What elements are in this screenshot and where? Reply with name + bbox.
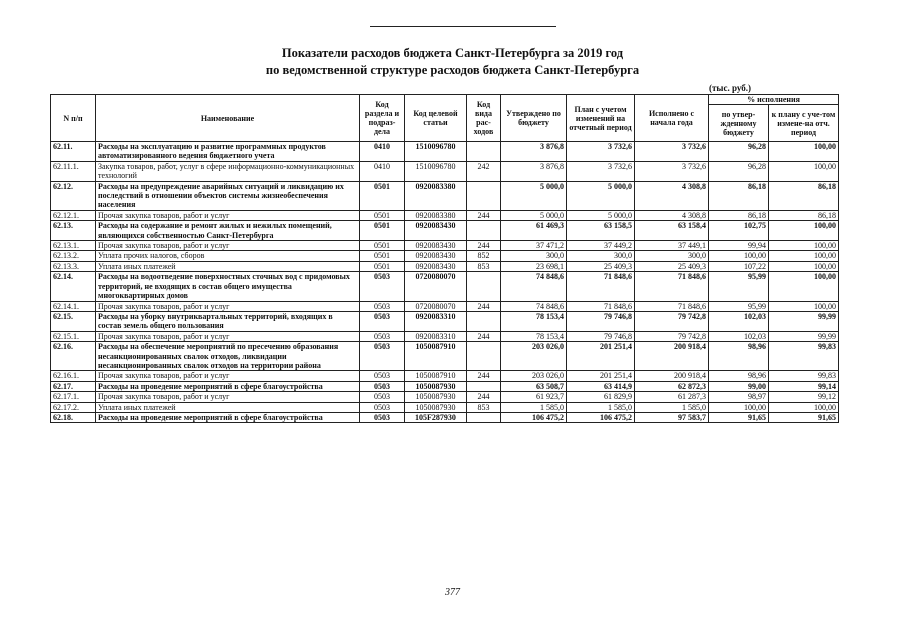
- row-name: Расходы на предупреждение аварийных ситуаций и ликвидацию их последствий в отношении объектов системы жизнеобеспечения населения: [96, 181, 360, 210]
- row-razdel: 0501: [360, 221, 405, 241]
- header-plan: План с учетом изменений на отчетный период: [567, 95, 635, 142]
- row-utv: 1 585,0: [501, 402, 567, 412]
- row-utv: 5 000,0: [501, 181, 567, 210]
- row-pct-utv: 98,96: [709, 342, 769, 371]
- table-body: [51, 142, 839, 423]
- row-vid: [467, 142, 501, 162]
- row-isp: 3 732,6: [635, 161, 709, 181]
- row-plan: 37 449,2: [567, 241, 635, 251]
- row-utv: 203 026,0: [501, 371, 567, 381]
- row-utv: 63 508,7: [501, 381, 567, 391]
- row-razdel: 0501: [360, 261, 405, 271]
- row-pct-plan: 99,14: [769, 381, 839, 391]
- table-row: [51, 241, 839, 251]
- row-num: 62.18.: [51, 412, 96, 422]
- row-stat: 105F287930: [405, 412, 467, 422]
- row-name: Прочая закупка товаров, работ и услуг: [96, 301, 360, 311]
- row-isp: 61 287,3: [635, 392, 709, 402]
- row-razdel: 0503: [360, 331, 405, 341]
- row-stat: 1050087930: [405, 392, 467, 402]
- row-isp: 79 742,8: [635, 331, 709, 341]
- row-vid: [467, 181, 501, 210]
- row-stat: 1510096780: [405, 142, 467, 162]
- row-isp: 200 918,4: [635, 342, 709, 371]
- row-stat: 1050087910: [405, 371, 467, 381]
- row-pct-utv: 98,97: [709, 392, 769, 402]
- row-razdel: 0503: [360, 301, 405, 311]
- header-pct: % исполнения: [709, 95, 839, 105]
- row-pct-plan: 99,99: [769, 331, 839, 341]
- row-isp: 4 308,8: [635, 210, 709, 220]
- row-utv: 78 153,4: [501, 311, 567, 331]
- row-utv: 203 026,0: [501, 342, 567, 371]
- row-utv: 5 000,0: [501, 210, 567, 220]
- row-name: Прочая закупка товаров, работ и услуг: [96, 241, 360, 251]
- table-row: [51, 261, 839, 271]
- row-razdel: 0501: [360, 181, 405, 210]
- row-stat: 0920083430: [405, 241, 467, 251]
- table-row: [51, 181, 839, 210]
- row-num: 62.14.: [51, 272, 96, 301]
- row-plan: 3 732,6: [567, 142, 635, 162]
- row-pct-utv: 95,99: [709, 301, 769, 311]
- row-pct-utv: 102,03: [709, 331, 769, 341]
- row-num: 62.13.1.: [51, 241, 96, 251]
- row-vid: 852: [467, 251, 501, 261]
- row-pct-plan: 99,83: [769, 342, 839, 371]
- row-razdel: 0501: [360, 251, 405, 261]
- row-name: Прочая закупка товаров, работ и услуг: [96, 331, 360, 341]
- row-num: 62.14.1.: [51, 301, 96, 311]
- row-name: Расходы на проведение мероприятий в сфере благоустройства: [96, 412, 360, 422]
- row-pct-plan: 100,00: [769, 251, 839, 261]
- row-num: 62.17.1.: [51, 392, 96, 402]
- row-razdel: 0503: [360, 402, 405, 412]
- row-vid: [467, 221, 501, 241]
- row-stat: 0920083430: [405, 261, 467, 271]
- row-isp: 3 732,6: [635, 142, 709, 162]
- table-row: [51, 272, 839, 301]
- table-row: [51, 381, 839, 391]
- header-stat: Код целевой статьи: [405, 95, 467, 142]
- row-utv: 23 698,1: [501, 261, 567, 271]
- row-pct-utv: 99,00: [709, 381, 769, 391]
- row-razdel: 0410: [360, 161, 405, 181]
- header-name: Наименование: [96, 95, 360, 142]
- table-row: [51, 161, 839, 181]
- row-pct-plan: 91,65: [769, 412, 839, 422]
- row-utv: 300,0: [501, 251, 567, 261]
- row-stat: 0920083380: [405, 181, 467, 210]
- row-pct-utv: 107,22: [709, 261, 769, 271]
- table-row: [51, 331, 839, 341]
- header-vid: Код вида рас-ходов: [467, 95, 501, 142]
- row-isp: 97 583,7: [635, 412, 709, 422]
- row-plan: 5 000,0: [567, 181, 635, 210]
- header-pct-plan: к плану с уче-том измене-на отч. период: [769, 105, 839, 142]
- row-num: 62.11.1.: [51, 161, 96, 181]
- table-row: [51, 402, 839, 412]
- row-isp: 71 848,6: [635, 272, 709, 301]
- row-pct-utv: 91,65: [709, 412, 769, 422]
- row-razdel: 0501: [360, 241, 405, 251]
- row-stat: 0720080070: [405, 301, 467, 311]
- row-pct-utv: 95,99: [709, 272, 769, 301]
- row-isp: 62 872,3: [635, 381, 709, 391]
- row-plan: 5 000,0: [567, 210, 635, 220]
- row-pct-utv: 98,96: [709, 371, 769, 381]
- row-name: Расходы на проведение мероприятий в сфере благоустройства: [96, 381, 360, 391]
- row-utv: 106 475,2: [501, 412, 567, 422]
- row-name: Прочая закупка товаров, работ и услуг: [96, 371, 360, 381]
- row-isp: 37 449,1: [635, 241, 709, 251]
- row-stat: 1510096780: [405, 161, 467, 181]
- table-row: [51, 412, 839, 422]
- row-vid: 244: [467, 210, 501, 220]
- row-isp: 79 742,8: [635, 311, 709, 331]
- row-pct-plan: 100,00: [769, 221, 839, 241]
- row-num: 62.13.3.: [51, 261, 96, 271]
- row-pct-plan: 100,00: [769, 272, 839, 301]
- row-pct-utv: 102,75: [709, 221, 769, 241]
- row-vid: [467, 381, 501, 391]
- row-pct-plan: 99,99: [769, 311, 839, 331]
- row-vid: 853: [467, 261, 501, 271]
- row-razdel: 0501: [360, 210, 405, 220]
- header-utv: Утверждено по бюджету: [501, 95, 567, 142]
- row-pct-plan: 100,00: [769, 402, 839, 412]
- row-razdel: 0503: [360, 342, 405, 371]
- row-stat: 1050087930: [405, 402, 467, 412]
- page-title-line-1: Показатели расходов бюджета Санкт-Петербурга за 2019 год: [281, 46, 624, 60]
- row-utv: 74 848,6: [501, 272, 567, 301]
- row-num: 62.13.: [51, 221, 96, 241]
- row-vid: 244: [467, 241, 501, 251]
- row-stat: 0920083430: [405, 251, 467, 261]
- table-row: [51, 221, 839, 241]
- row-isp: 4 308,8: [635, 181, 709, 210]
- row-pct-utv: 96,28: [709, 161, 769, 181]
- row-vid: [467, 311, 501, 331]
- row-num: 62.12.1.: [51, 210, 96, 220]
- row-num: 62.15.1.: [51, 331, 96, 341]
- row-pct-utv: 86,18: [709, 181, 769, 210]
- row-stat: 0920083430: [405, 221, 467, 241]
- row-pct-plan: 100,00: [769, 241, 839, 251]
- row-name: Расходы на водоотведение поверхностных сточных вод с придомовых территорий, не входящих в состав общего имущества многоквартирных домов: [96, 272, 360, 301]
- row-vid: 244: [467, 392, 501, 402]
- row-plan: 1 585,0: [567, 402, 635, 412]
- row-isp: 1 585,0: [635, 402, 709, 412]
- budget-table: [50, 94, 839, 423]
- row-plan: 3 732,6: [567, 161, 635, 181]
- row-isp: 200 918,4: [635, 371, 709, 381]
- page-number: 377: [445, 587, 460, 598]
- row-utv: 61 923,7: [501, 392, 567, 402]
- header-isp: Исполнено с начала года: [635, 95, 709, 142]
- top-rule: [370, 26, 556, 27]
- row-num: 62.12.: [51, 181, 96, 210]
- header-num: N п/п: [51, 95, 96, 142]
- row-utv: 78 153,4: [501, 331, 567, 341]
- row-vid: [467, 412, 501, 422]
- row-pct-plan: 100,00: [769, 261, 839, 271]
- row-num: 62.16.: [51, 342, 96, 371]
- row-num: 62.17.: [51, 381, 96, 391]
- row-name: Уплата иных платежей: [96, 402, 360, 412]
- row-vid: 242: [467, 161, 501, 181]
- row-stat: 1050087910: [405, 342, 467, 371]
- table-row: [51, 301, 839, 311]
- row-plan: 63 158,5: [567, 221, 635, 241]
- table-row: [51, 371, 839, 381]
- row-plan: 71 848,6: [567, 272, 635, 301]
- table-row: [51, 210, 839, 220]
- row-num: 62.11.: [51, 142, 96, 162]
- header-pct-utv: по утвер-жденному бюджету: [709, 105, 769, 142]
- row-pct-utv: 86,18: [709, 210, 769, 220]
- row-utv: 3 876,8: [501, 161, 567, 181]
- row-name: Расходы на эксплуатацию и развитие программных продуктов автоматизированного ведения бюджетного учета: [96, 142, 360, 162]
- row-stat: 0720080070: [405, 272, 467, 301]
- row-utv: 74 848,6: [501, 301, 567, 311]
- row-pct-plan: 99,12: [769, 392, 839, 402]
- row-pct-utv: 96,28: [709, 142, 769, 162]
- row-pct-plan: 86,18: [769, 181, 839, 210]
- row-vid: 244: [467, 301, 501, 311]
- row-plan: 79 746,8: [567, 311, 635, 331]
- row-razdel: 0503: [360, 412, 405, 422]
- row-pct-plan: 100,00: [769, 161, 839, 181]
- row-utv: 37 471,2: [501, 241, 567, 251]
- row-vid: [467, 272, 501, 301]
- units-label: (тыс. руб.): [709, 83, 751, 93]
- row-stat: 0920083380: [405, 210, 467, 220]
- row-isp: 25 409,3: [635, 261, 709, 271]
- row-stat: 1050087930: [405, 381, 467, 391]
- row-utv: 61 469,3: [501, 221, 567, 241]
- table-row: [51, 311, 839, 331]
- row-num: 62.17.2.: [51, 402, 96, 412]
- row-plan: 201 251,4: [567, 342, 635, 371]
- table-row: [51, 251, 839, 261]
- row-name: Прочая закупка товаров, работ и услуг: [96, 210, 360, 220]
- row-pct-plan: 100,00: [769, 301, 839, 311]
- row-pct-utv: 100,00: [709, 402, 769, 412]
- row-razdel: 0503: [360, 272, 405, 301]
- row-vid: [467, 342, 501, 371]
- row-plan: 201 251,4: [567, 371, 635, 381]
- page-title-line-2: по ведомственной структуре расходов бюджета Санкт-Петербурга: [265, 63, 640, 77]
- row-razdel: 0503: [360, 311, 405, 331]
- row-name: Расходы на обеспечение мероприятий по пресечению образования несанкционированных свалок отходов, ликвидации несанкционированных свалок отходов на территории района: [96, 342, 360, 371]
- row-isp: 63 158,4: [635, 221, 709, 241]
- row-name: Прочая закупка товаров, работ и услуг: [96, 392, 360, 402]
- row-razdel: 0503: [360, 371, 405, 381]
- row-pct-plan: 86,18: [769, 210, 839, 220]
- row-isp: 300,0: [635, 251, 709, 261]
- row-isp: 71 848,6: [635, 301, 709, 311]
- header-razdel: Код раздела и подраз-дела: [360, 95, 405, 142]
- row-pct-plan: 99,83: [769, 371, 839, 381]
- row-name: Расходы на уборку внутриквартальных территорий, входящих в состав земель общего пользования: [96, 311, 360, 331]
- row-stat: 0920083310: [405, 311, 467, 331]
- row-num: 62.16.1.: [51, 371, 96, 381]
- row-name: Уплата прочих налогов, сборов: [96, 251, 360, 261]
- row-num: 62.15.: [51, 311, 96, 331]
- row-name: Уплата иных платежей: [96, 261, 360, 271]
- row-plan: 79 746,8: [567, 331, 635, 341]
- row-plan: 61 829,9: [567, 392, 635, 402]
- row-vid: 244: [467, 331, 501, 341]
- row-plan: 71 848,6: [567, 301, 635, 311]
- table-row: [51, 342, 839, 371]
- row-utv: 3 876,8: [501, 142, 567, 162]
- row-stat: 0920083310: [405, 331, 467, 341]
- row-plan: 25 409,3: [567, 261, 635, 271]
- row-razdel: 0503: [360, 392, 405, 402]
- row-plan: 106 475,2: [567, 412, 635, 422]
- row-vid: 244: [467, 371, 501, 381]
- row-pct-plan: 100,00: [769, 142, 839, 162]
- table-row: [51, 142, 839, 162]
- row-pct-utv: 99,94: [709, 241, 769, 251]
- row-name: Расходы на содержание и ремонт жилых и нежилых помещений, являющихся собственностью Санкт-Петербурга: [96, 221, 360, 241]
- row-pct-utv: 100,00: [709, 251, 769, 261]
- row-razdel: 0410: [360, 142, 405, 162]
- table-row: [51, 392, 839, 402]
- row-num: 62.13.2.: [51, 251, 96, 261]
- row-vid: 853: [467, 402, 501, 412]
- row-razdel: 0503: [360, 381, 405, 391]
- row-plan: 63 414,9: [567, 381, 635, 391]
- row-name: Закупка товаров, работ, услуг в сфере информационно-коммуникационных технологий: [96, 161, 360, 181]
- table-header: [51, 95, 839, 142]
- row-pct-utv: 102,03: [709, 311, 769, 331]
- row-plan: 300,0: [567, 251, 635, 261]
